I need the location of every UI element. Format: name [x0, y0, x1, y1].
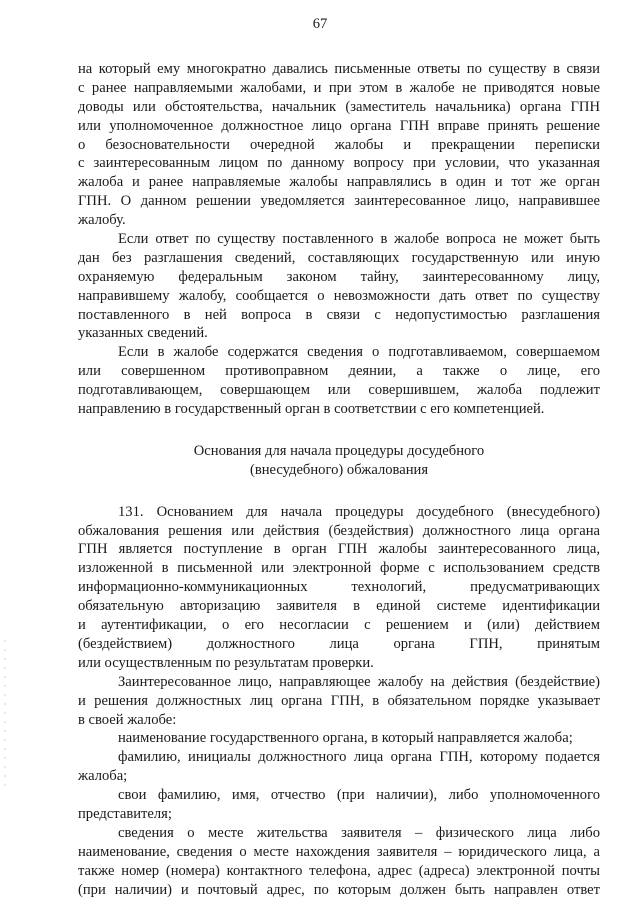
paragraph-131: [78, 503, 600, 673]
text-line: представителя;: [78, 805, 172, 822]
text-line: ГПН. О данном решении уведомляется заинтересованное лицо, направившее: [78, 193, 600, 210]
text-line: информационно-коммуникационных технологий, предусматривающих: [78, 579, 600, 596]
text-line: жалоба и ранее направляемые жалобы направлялись в один и тот же орган: [78, 174, 600, 191]
text-line: с заинтересованным лицом по данному вопросу при условии, что указанная: [78, 155, 600, 172]
text-line: (при наличии) и почтовый адрес, по которым должен быть направлен ответ: [78, 881, 600, 898]
text-line: или уполномоченное должностное лицо органа ГПН вправе принять решение: [78, 117, 600, 134]
text-line: о безосновательности очередной жалобы и прекращении переписки: [78, 136, 600, 153]
list-item-official: [78, 748, 600, 786]
list-item-applicant-name: [78, 786, 600, 824]
text-line: 131. Основанием для начала процедуры досудебного (внесудебного): [118, 503, 600, 520]
heading-line: Основания для начала процедуры досудебного: [193, 442, 485, 459]
text-line: или совершенном противоправном деянии, а также о лице, его: [78, 363, 600, 380]
text-line: или осуществленным по результатам проверки.: [78, 654, 374, 671]
paragraph-unlawful-act: [78, 343, 600, 419]
heading-line: (внесудебного) обжалования: [249, 461, 429, 478]
list-item-address: [78, 824, 600, 900]
paragraph-continuation: [78, 60, 600, 230]
text-line: также номер (номера) контактного телефона, адрес (адреса) электронной почты: [78, 862, 600, 879]
text-line: на который ему многократно давались письменные ответы по существу в связи: [78, 61, 600, 77]
list-item-state-body: [78, 729, 600, 748]
document-body: [78, 60, 600, 899]
text-line: наименование государственного органа, в который направляется жалоба;: [118, 730, 573, 747]
text-line: и решения должностных лиц органа ГПН, в обязательном порядке указывает: [78, 692, 600, 709]
scan-edge-artifact: [4, 640, 6, 790]
text-line: Заинтересованное лицо, направляющее жалобу на действия (бездействие): [118, 673, 600, 690]
text-line: с ранее направляемыми жалобами, и при этом в жалобе не приводятся новые: [78, 79, 600, 96]
text-line: поставленного в ней вопроса в связи с недопустимостью разглашения: [78, 306, 600, 323]
paragraph-secret-info: [78, 230, 600, 343]
text-line: изложенной в письменной или электронной форме с использованием средств: [78, 560, 600, 577]
text-line: направлению в государственный орган в соответствии с его компетенцией.: [78, 401, 545, 418]
text-line: наименование, сведения о месте нахождения заявителя – юридического лица, а: [78, 843, 600, 860]
text-line: указанных сведений.: [78, 325, 208, 342]
text-line: сведения о месте жительства заявителя – физического лица либо: [118, 824, 600, 841]
text-line: дан без разглашения сведений, составляющих государственную или иную: [78, 249, 600, 266]
text-line: в своей жалобе:: [78, 711, 177, 728]
text-line: фамилию, инициалы должностного лица органа ГПН, которому подается: [118, 749, 600, 766]
text-line: ГПН является поступление в орган ГПН жалобы заинтересованного лица,: [78, 541, 600, 558]
text-line: и аутентификации, о его несогласии с решением и (или) действием: [78, 617, 600, 634]
text-line: жалоба;: [78, 768, 128, 785]
text-line: подготавливающем, совершающем или совершившем, жалоба подлежит: [78, 382, 600, 399]
paragraph-interested-person: [78, 673, 600, 730]
text-line: направившему жалобу, сообщается о невозможности дать ответ по существу: [78, 287, 600, 304]
text-line: обязательную авторизацию заявителя в единой системе идентификации: [78, 598, 600, 615]
page-number: 67: [312, 16, 328, 32]
text-line: жалобу.: [78, 212, 126, 229]
text-line: Если в жалобе содержатся сведения о подготавливаемом, совершаемом: [118, 344, 600, 361]
text-line: обжалования решения или действия (бездействия) должностного лица органа: [78, 522, 600, 539]
text-line: (бездействием) должностного лица органа ГПН, принятым: [78, 635, 600, 652]
text-line: доводы или обстоятельства, начальник (заместитель начальника) органа ГПН: [78, 98, 600, 115]
text-line: охраняемую федеральным законом тайну, заинтересованному лицу,: [78, 268, 600, 285]
text-line: свои фамилию, имя, отчество (при наличии), либо уполномоченного: [118, 787, 600, 804]
section-heading: [78, 442, 600, 480]
text-line: Если ответ по существу поставленного в жалобе вопроса не может быть: [118, 231, 600, 248]
